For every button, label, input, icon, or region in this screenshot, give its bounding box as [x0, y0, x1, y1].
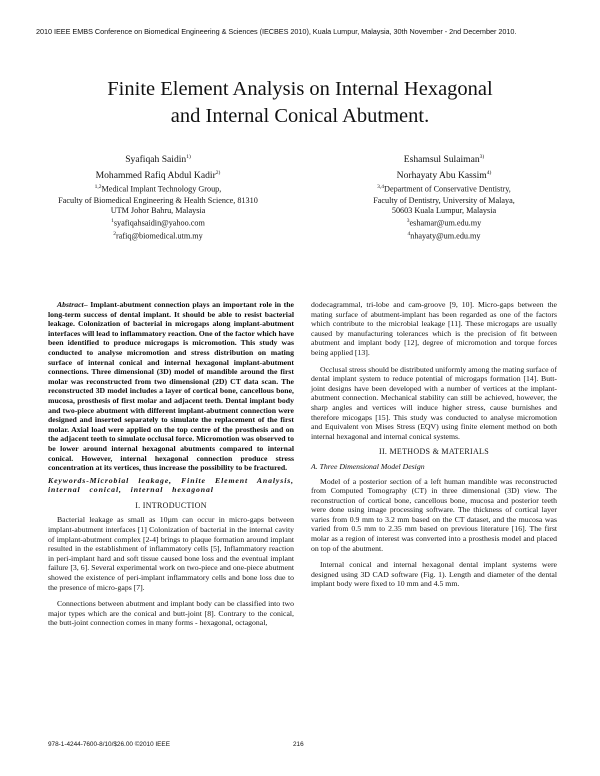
author-name: Mohammed Rafiq Abdul Kadir$^{2)}$ [95, 169, 221, 181]
footer-isbn: 978-1-4244-7600-8/10/$26.00 ©2010 IEEE [48, 741, 170, 748]
affiliation-line: UTM Johor Bahru, Malaysia [110, 205, 206, 215]
title-line-2: and Internal Conical Abutment. [170, 105, 430, 127]
author-name: Eshamsul Sulaiman$^{3)}$ [403, 154, 485, 166]
paragraph: Connections between abutment and implant body can be classified into two major types which are the conical and butt-joint [8]. Contrary to the conical, the butt-joint connection comes in many forms - hexagonal, octagonal, [48, 599, 294, 628]
paragraph: dodecagrammal, tri-lobe and cam-groove [9, 10]. Micro-gaps between the mating surface of abutment-implant has been regarded as one of the factors which contribute to the microbial leakage [11]. These microgaps are usually caused by manufacturing tolerances which is the precision of fit between abutment and implant body [12], degree of micromotion and torque forces being applied [13]. [311, 300, 557, 357]
section-heading-introduction: I. INTRODUCTION [135, 500, 207, 510]
subsection-heading: A. Three Dimensional Model Design [311, 461, 425, 471]
author-name: Norhayaty Abu Kassim$^{4)}$ [396, 169, 492, 181]
author-email[interactable]: $^3$eshamar@um.edu.my [406, 218, 482, 229]
author-block-left [28, 151, 288, 243]
author-name: Syafiqah Saidin$^{1)}$ [125, 154, 191, 166]
paper-title [60, 76, 540, 130]
author-email[interactable]: $^4$nhayaty@um.edu.my [407, 231, 481, 242]
paragraph: Occlusal stress should be distributed uniformly among the mating surface of dental implant system to reduce potential of microgaps formation [14]. Butt-joint designs have been developed with a number of vertices at the implant-abutment connection. Mechanical stability can still be achieved, however, the sharp angles and vertices will induce higher stress, cause burnishes and therefore micogaps [15]. This study was conducted to analyse micromotion and Equivalent von Mises Stress (EQV) using finite element method on both internal hexagonal and internal conical systems. [311, 364, 557, 441]
affiliation-line: Faculty of Biomedical Engineering & Health Science, 81310 [58, 195, 258, 205]
author-email[interactable]: $^2$rafiq@biomedical.utm.my [113, 231, 203, 242]
right-column [311, 300, 557, 589]
paragraph: Model of a posterior section of a left human mandible was reconstructed from Computed Tomography (CT) in three dimensional (3D) view. The reconstruction of cortical bone, cancellous bone, mucosa and posterior teeth were done using image processing software. The thickness of cortical layer varies from 0.9 mm to 3.2 mm based on the CT dataset, and the mucosa was varied from 0.5 mm to 2.35 mm based on previous literature [16]. The first molar as a region of interest was converted into a prosthesis model and placed on top of the abutment. [311, 476, 557, 553]
title-line-1: Finite Element Analysis on Internal Hexagonal [107, 78, 493, 100]
affiliation-line: $^{1,2}$Medical Implant Technology Group, [94, 184, 222, 195]
conference-header: 2010 IEEE EMBS Conference on Biomedical Engineering & Sciences (IECBES 2010), Kuala Lumpur, Malaysia, 30th November - 2nd December 2010. [36, 27, 517, 36]
author-block-right [326, 151, 562, 243]
left-column [48, 300, 294, 628]
affiliation-line: Faculty of Dentistry, University of Malaya, [373, 195, 515, 205]
keywords: Keywords-Microbial leakage, Finite Element Analysis, internal conical, internal hexagonal [48, 475, 294, 495]
affiliation-line: 50603 Kuala Lumpur, Malaysia [391, 205, 497, 215]
author-email[interactable]: $^1$syafiqahsaidin@yahoo.com [111, 218, 205, 229]
paragraph: Internal conical and internal hexagonal dental implant systems were designed using 3D CAD software (Fig. 1). Length and diameter of the dental implant body were fixed to 10 mm and 4.5 mm. [311, 560, 557, 589]
abstract: Abstract– Implant-abutment connection plays an important role in the long-term success of dental implant. It should be able to resist bacterial leakage. Colonization of bacterial in microgaps along implant-abutment interfaces will lead to inflammatory reaction. One of the factor which have been identified to produce microgaps is micromotion. This study was conducted to analyse micromotion and stress distribution on mating surface of internal conical and internal hexagonal implant-abutment connections. Three dimensional (3D) model of mandible around the first molar was reconstructed from two dimensional (2D) CT data scan. The reconstructed 3D model includes a layer of cortical bone, cancellous bone, mucosa, prosthesis of first molar and adjacent teeth. Dental implant body and two-piece abutment with different implant-abutment connection were designed and inserted separately to simulate the replacement of the first molar. Axial load were applied on the top centre of the prosthesis and on the adjacent teeth to simulate occlusal force. Micromotion was observed to be lower around internal hexagonal abutments compared to internal conical. However, internal hexagonal connection produce stress concentration at its vertices, thus increase the possibility to be fractured. [48, 300, 294, 473]
affiliation-line: $^{3,4}$Department of Conservative Dentistry, [377, 184, 511, 195]
paragraph: Bacterial leakage as small as 10µm can occur in micro-gaps between implant-abutment interfaces [1] Colonization of bacterial in the internal cavity of implant-abutment complex [2-4] brings to plaque formation around implant resulted in the establishment of inflammatory cells [5], Inflammatory reaction in peri-implant hard and soft tissue caused bone loss and the eventual implant failure [3, 6]. Several experimental work on two-piece and one-piece abutment showed the existence of peri-implant inflammatory cells and bone loss due to the presence of micro-gaps [7]. [48, 515, 294, 592]
section-heading-methods: II. METHODS & MATERIALS [378, 447, 489, 457]
page-number: 216 [293, 741, 304, 748]
